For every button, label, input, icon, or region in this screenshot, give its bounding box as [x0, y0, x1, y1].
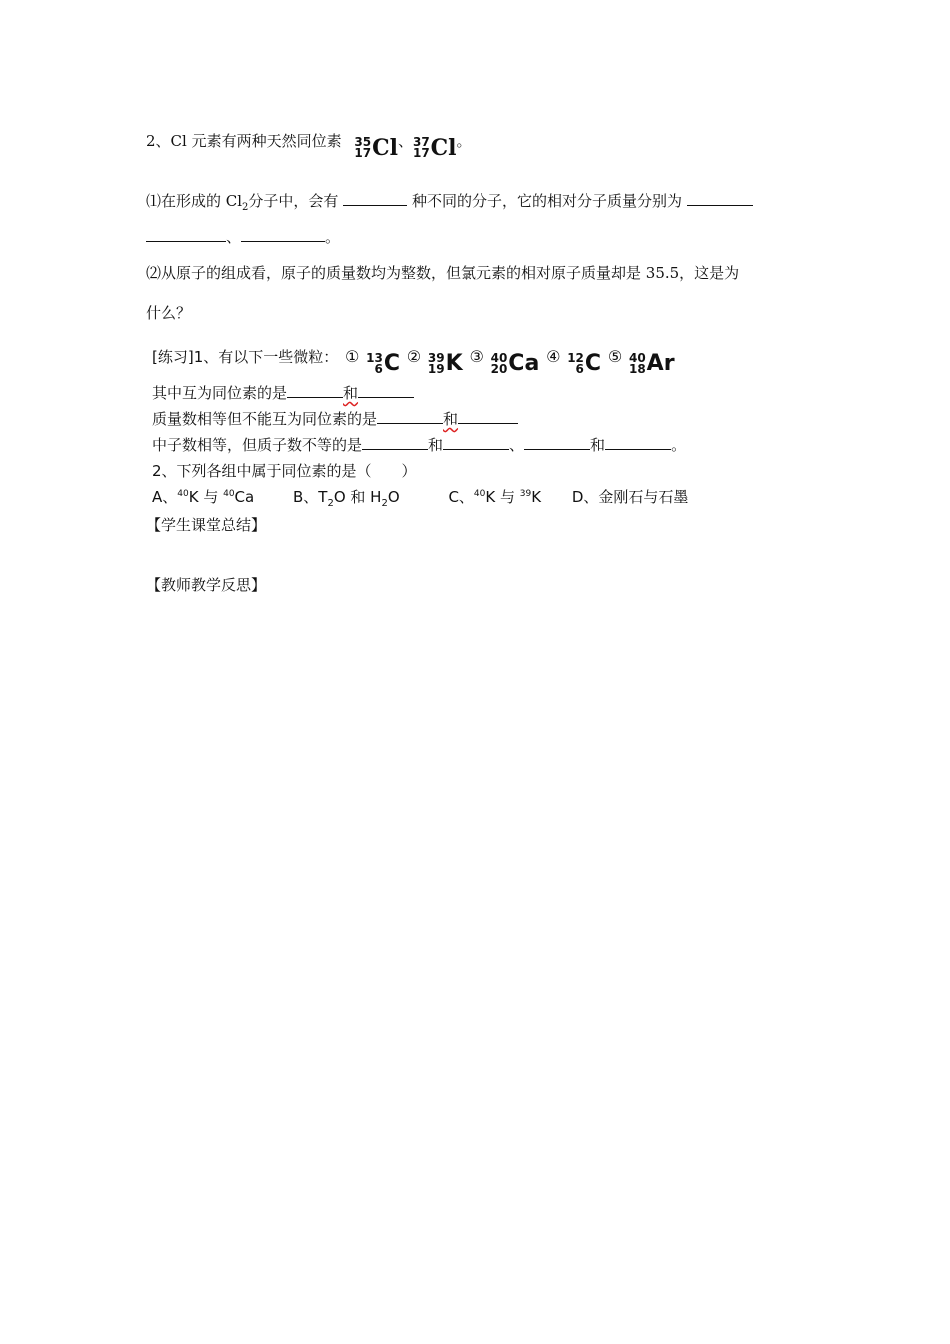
practice-line3: 中子数相等，但质子数不等的是 和 、 和 。 — [152, 436, 687, 454]
answer-blank-neutron-3[interactable] — [524, 435, 590, 450]
q2-end-mark: 。 — [456, 132, 472, 150]
answer-blank-mass-equal-1[interactable] — [377, 409, 443, 424]
answer-blank-molecule-count[interactable] — [343, 191, 407, 206]
answer-blank-neutron-1[interactable] — [362, 435, 428, 450]
iso-separator: 、 — [397, 132, 413, 150]
option-a[interactable]: A、$^{40}$K 与 $^{40}$Ca — [152, 488, 255, 506]
practice-line2: 质量数相等但不能互为同位素的是 和 — [152, 408, 518, 429]
particle-c13: 13 6 C — [366, 351, 401, 376]
particle-c12: 12 6 C — [567, 351, 602, 376]
practice-options-line — [152, 486, 688, 509]
particle-ca40: 40 20 Ca — [490, 351, 540, 376]
option-c[interactable]: C、$^{40}$K 与 $^{39}$K — [448, 488, 542, 506]
practice-lead-line: [练习]1、有以下一些微粒： ① 13 6 C ② 39 19 K ③ 40 20 Ca ④ 12 6 C ⑤ 40 18 Ar — [152, 347, 675, 376]
answer-blank-neutron-4[interactable] — [605, 435, 671, 450]
option-b[interactable]: B、$T_2O$ 和 $H_2O$ — [293, 488, 400, 509]
answer-blank-isotope-2[interactable] — [358, 383, 414, 398]
option-d[interactable]: D、金刚石与石墨 — [571, 488, 689, 506]
answer-blank-isotope-1[interactable] — [287, 383, 343, 398]
answer-blank-mass-equal-2[interactable] — [458, 409, 518, 424]
answer-blank-mass-2[interactable] — [146, 227, 226, 242]
teacher-reflection-heading: 【教师教学反思】 — [146, 576, 267, 594]
q2-part1-line2: 、 。 — [146, 226, 340, 247]
q2-part2-line2: 什么？ — [146, 304, 192, 322]
answer-blank-mass-1[interactable] — [687, 191, 753, 206]
practice-line1: 其中互为同位素的是 和 — [152, 382, 414, 403]
answer-blank-neutron-2[interactable] — [443, 435, 509, 450]
student-summary-heading: 【学生课堂总结】 — [146, 516, 267, 534]
particle-ar40: 40 18 Ar — [628, 351, 675, 376]
isotope-cl37: 37 17 Cl — [412, 135, 457, 161]
answer-blank-mass-3[interactable] — [241, 227, 325, 242]
q2-part2-line: ⑵从原子的组成看，原子的质量数均为整数，但氯元素的相对原子质量却是 35.5，这是为 — [146, 264, 740, 282]
q2-intro-text: 2、Cl 元素有两种天然同位素 — [146, 132, 342, 150]
particle-k39: 39 19 K — [427, 351, 463, 376]
practice-q2-line: 2、下列各组中属于同位素的是（ ） — [152, 462, 417, 480]
q2-part1-line: ⑴在形成的 $Cl_2$分子中，会有 种不同的分子，它的相对分子质量分别为 — [146, 190, 753, 213]
q2-intro-line — [146, 130, 472, 159]
isotope-cl35: 35 17 Cl — [354, 135, 398, 161]
